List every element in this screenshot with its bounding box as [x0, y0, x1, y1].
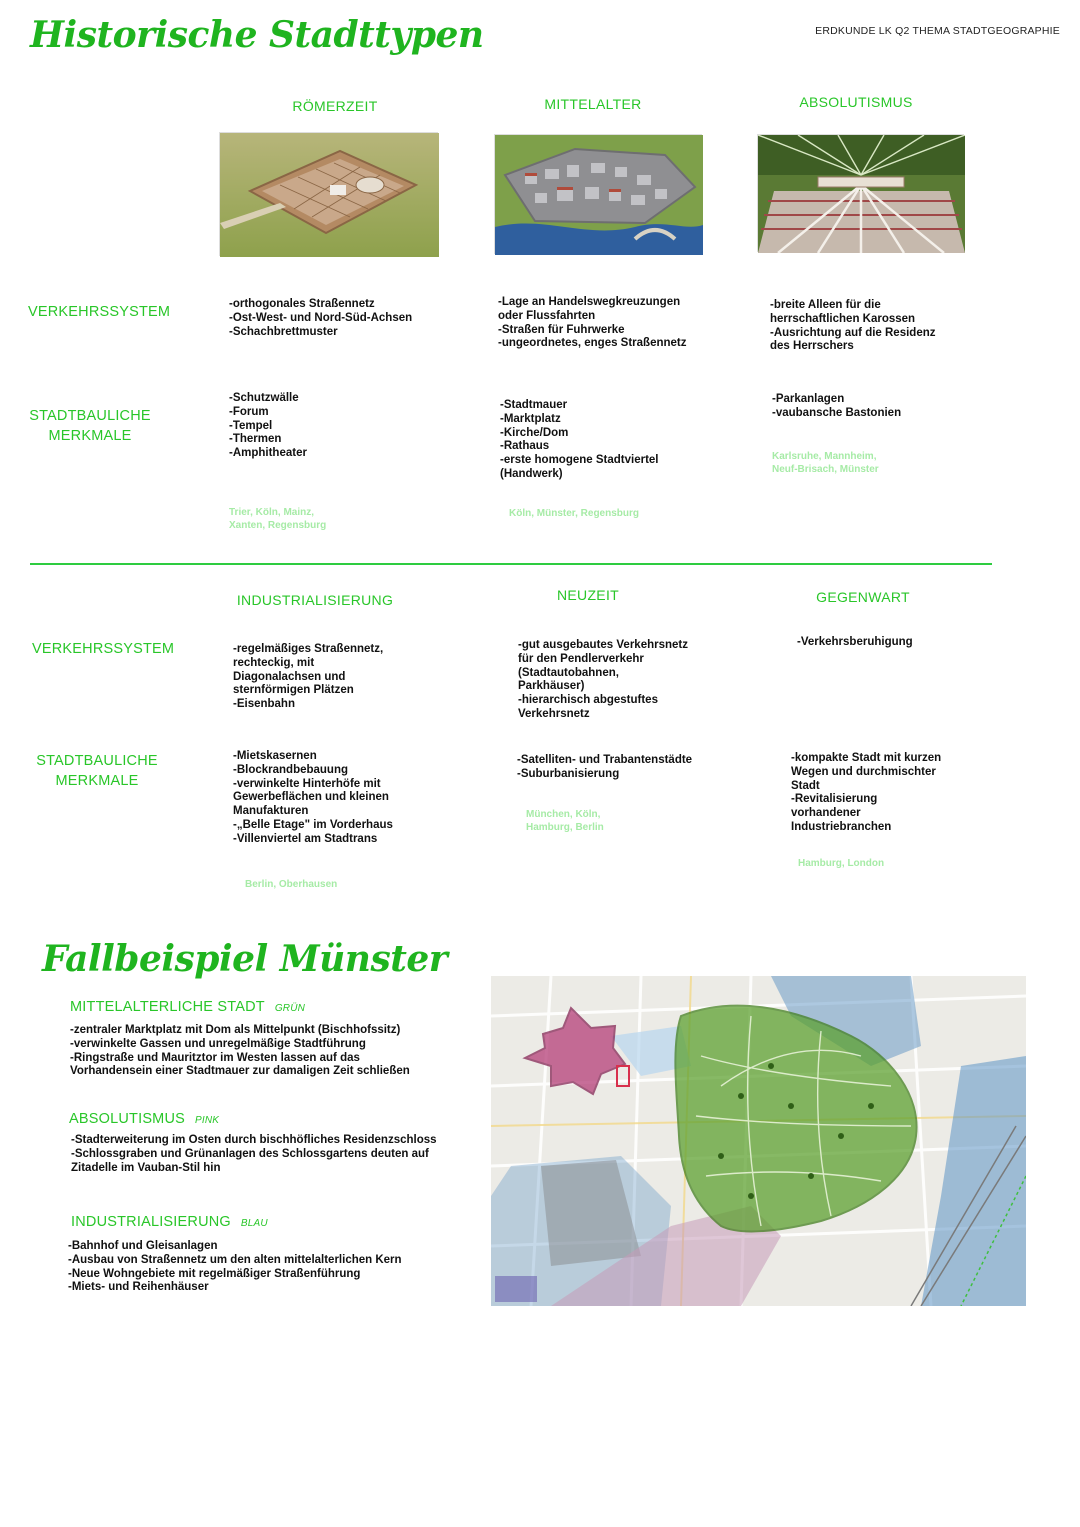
text-line: Verkehrsnetz [518, 707, 590, 720]
text-line: -Stadtmauer [500, 399, 568, 411]
case-section-heading [69, 1111, 469, 1127]
mittelalter-verkehr [498, 296, 687, 351]
text-line: Industriebranchen [791, 820, 892, 833]
text-line: -Schutzwälle [229, 392, 299, 404]
romerzeit-beispiele [229, 507, 326, 532]
example-line: Trier, Köln, Mainz, [229, 507, 315, 518]
neuzeit-beispiele [526, 809, 604, 834]
example-line: Xanten, Regensburg [229, 519, 327, 531]
absolutismus-verkehr [770, 299, 936, 354]
case-section-industrialisierung-text [68, 1240, 402, 1295]
text-line: Diagonalachsen und [233, 670, 346, 683]
case-section-heading [71, 1214, 471, 1230]
text-line: herrschaftlichen Karossen [770, 312, 916, 325]
row-label-verkehrssystem-bottom: VERKEHRSSYSTEM [32, 641, 175, 657]
text-line: Vorhandensein einer Stadtmauer zur damaligen Zeit schließen [70, 1065, 410, 1078]
case-section-mittelalter [70, 999, 470, 1015]
row-label-line: STADTBAULICHE [29, 408, 151, 424]
text-line: -breite Alleen für die [770, 299, 881, 311]
roman-city-illustration [219, 132, 438, 256]
case-section-industrialisierung [71, 1214, 471, 1230]
heading-text: INDUSTRIALISIERUNG [71, 1214, 231, 1230]
text-line: für den Pendlerverkehr [518, 652, 644, 665]
text-line: Gewerbeflächen und kleinen [233, 791, 389, 804]
case-section-absolutismus-text [71, 1134, 437, 1175]
text-line: -Ringstraße und Mauritztor im Westen lassen auf das [70, 1051, 360, 1064]
example-line: Berlin, Oberhausen [245, 879, 338, 890]
color-label: PINK [195, 1115, 220, 1126]
text-line: -Suburbanisierung [517, 767, 620, 780]
color-label: BLAU [240, 1218, 268, 1229]
text-line: Stadt [791, 779, 820, 792]
course-label: ERDKUNDE LK Q2 THEMA STADTGEOGRAPHIE [815, 25, 1060, 37]
text-line: -Ost-West- und Nord-Süd-Achsen [229, 311, 413, 324]
era-heading-gegenwart: GEGENWART [816, 589, 910, 605]
section-divider [30, 563, 992, 565]
heading-text: MITTELALTERLICHE STADT [70, 999, 265, 1015]
absolutismus-merkmale [772, 393, 901, 421]
text-line: -verwinkelte Hinterhöfe mit [233, 777, 381, 790]
text-line: -Forum [229, 405, 269, 418]
row-label-line: STADTBAULICHE [36, 753, 158, 769]
text-line: -Rathaus [500, 440, 550, 453]
text-line: -Bahnhof und Gleisanlagen [68, 1240, 218, 1252]
text-line: -Lage an Handelswegkreuzungen [498, 296, 681, 308]
row-label-stadtbaulich-top [22, 406, 158, 446]
text-line: -erste homogene Stadtviertel [500, 454, 659, 467]
case-section-heading [70, 999, 470, 1015]
text-line: -verwinkelte Gassen und unregelmäßige Stadtführung [70, 1037, 366, 1050]
era-heading-industrialisierung: INDUSTRIALISIERUNG [236, 592, 394, 608]
text-line: -ungeordnetes, enges Straßennetz [498, 337, 687, 350]
muenster-map [491, 976, 1026, 1306]
era-heading-neuzeit: NEUZEIT [557, 587, 619, 603]
text-line: -„Belle Etage" im Vorderhaus [233, 818, 393, 831]
case-section-mittelalter-text [70, 1024, 410, 1079]
text-line: (Handwerk) [500, 467, 563, 480]
gegenwart-beispiele [798, 858, 884, 871]
text-line: -orthogonales Straßennetz [229, 298, 375, 310]
industrialisierung-verkehr [233, 643, 383, 712]
absolutismus-beispiele [772, 451, 879, 476]
text-line: -Neue Wohngebiete mit regelmäßiger Straßenführung [68, 1267, 361, 1280]
text-line: -zentraler Marktplatz mit Dom als Mittelpunkt (Bischhofssitz) [70, 1024, 401, 1036]
text-line: -Eisenbahn [233, 698, 295, 711]
example-line: Karlsruhe, Mannheim, [772, 451, 877, 462]
example-line: München, Köln, [526, 809, 601, 820]
case-section-absolutismus [69, 1111, 469, 1127]
example-line: Köln, Münster, Regensburg [509, 508, 640, 519]
industrialisierung-beispiele [245, 879, 337, 892]
text-line: -Ausbau von Straßennetz um den alten mittelalterlichen Kern [68, 1253, 402, 1266]
text-line: oder Flussfahrten [498, 309, 596, 322]
romerzeit-merkmale [229, 392, 307, 461]
text-line: Wegen und durchmischter [791, 765, 936, 778]
text-line: rechteckig, mit [233, 656, 315, 669]
text-line: -regelmäßiges Straßennetz, [233, 643, 384, 655]
text-line: Parkhäuser) [518, 680, 585, 693]
text-line: des Herrschers [770, 340, 854, 353]
text-line: -Tempel [229, 419, 273, 432]
text-line: -Blockrandbebauung [233, 763, 349, 776]
text-line: -Verkehrsberuhigung [797, 636, 913, 648]
text-line: -Miets- und Reihenhäuser [68, 1281, 209, 1294]
text-line: vorhandener [791, 807, 861, 820]
text-line: -Straßen für Fuhrwerke [498, 323, 625, 336]
text-line: -hierarchisch abgestuftes [518, 694, 658, 707]
text-line: -Marktplatz [500, 412, 561, 425]
text-line: -Mietskasernen [233, 750, 317, 762]
row-label-verkehrssystem-top: VERKEHRSSYSTEM [28, 304, 171, 320]
text-line: Zitadelle im Vauban-Stil hin [71, 1161, 221, 1174]
text-line: -Amphitheater [229, 447, 307, 460]
mittelalter-merkmale [500, 399, 658, 482]
color-label: GRÜN [274, 1003, 306, 1014]
text-line: -Ausrichtung auf die Residenz [770, 326, 936, 339]
row-label-line: MERKMALE [55, 773, 139, 789]
text-line: -Kirche/Dom [500, 426, 569, 439]
romerzeit-verkehr [229, 298, 412, 339]
text-line: sternförmigen Plätzen [233, 684, 354, 697]
text-line: -Thermen [229, 433, 282, 446]
gegenwart-verkehr [797, 636, 913, 650]
example-line: Hamburg, Berlin [526, 821, 604, 833]
text-line: -Villenviertel am Stadtrans [233, 832, 378, 845]
text-line: -Schachbrettmuster [229, 325, 338, 338]
page-title: Historische Stadttypen [30, 14, 484, 56]
text-line: -Parkanlagen [772, 393, 845, 405]
era-heading-mittelalter: MITTELALTER [544, 96, 642, 112]
text-line: Manufakturen [233, 805, 309, 818]
text-line: -Schlossgraben und Grünanlagen des Schlossgartens deuten auf [71, 1147, 429, 1160]
text-line: (Stadtautobahnen, [518, 666, 619, 679]
heading-text: ABSOLUTISMUS [69, 1111, 186, 1127]
absolutist-city-illustration [757, 134, 964, 252]
row-label-stadtbaulich-bottom [29, 751, 165, 791]
era-heading-romerzeit: RÖMERZEIT [292, 98, 378, 114]
era-heading-absolutismus: ABSOLUTISMUS [799, 94, 913, 110]
text-line: -Revitalisierung [791, 793, 878, 806]
gegenwart-merkmale [791, 752, 941, 835]
mittelalter-beispiele [509, 508, 639, 521]
industrialisierung-merkmale [233, 750, 393, 847]
text-line: -vaubansche Bastonien [772, 406, 902, 419]
neuzeit-verkehr [518, 639, 688, 722]
neuzeit-merkmale [517, 754, 692, 782]
example-line: Hamburg, London [798, 858, 885, 869]
medieval-city-illustration [494, 134, 702, 254]
text-line: -Stadterweiterung im Osten durch bischhöfliches Residenzschloss [71, 1134, 437, 1146]
text-line: -gut ausgebautes Verkehrsnetz [518, 639, 688, 651]
case-study-title: Fallbeispiel Münster [42, 938, 448, 980]
example-line: Neuf-Brisach, Münster [772, 463, 879, 475]
row-label-line: MERKMALE [48, 428, 132, 444]
text-line: -Satelliten- und Trabantenstädte [517, 754, 693, 766]
text-line: -kompakte Stadt mit kurzen [791, 752, 942, 764]
